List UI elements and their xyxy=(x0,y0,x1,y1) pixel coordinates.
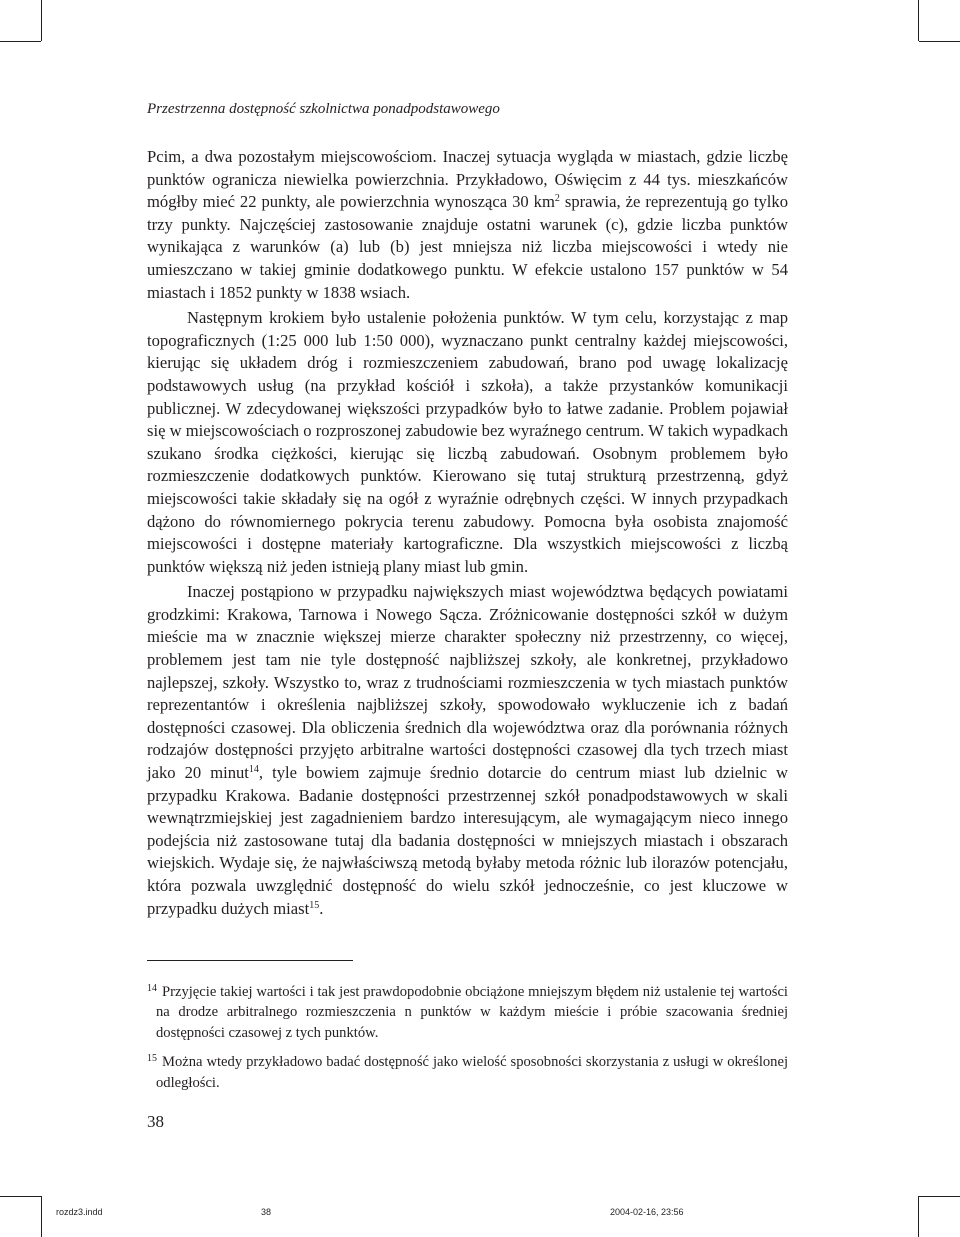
slug-timestamp: 2004-02-16, 23:56 xyxy=(610,1207,684,1217)
footnote-14 xyxy=(147,982,788,1043)
footnotes xyxy=(147,982,788,1102)
footnote-separator xyxy=(147,960,353,961)
crop-mark-bottom-left xyxy=(41,1196,42,1237)
footnote-text: Można wtedy przykładowo badać dostępność jako wielość sposobności skorzystania z usługi w określonej odległości. xyxy=(156,1054,788,1091)
crop-mark-bottom-right-h xyxy=(919,1196,960,1197)
superscript-km2: 2 xyxy=(554,193,560,205)
footnote-mark: 14 xyxy=(147,983,157,994)
footnote-15 xyxy=(147,1052,788,1093)
slug-file: rozdz3.indd xyxy=(56,1207,103,1217)
paragraph-1-text-b: sprawia, że reprezentują go tylko trzy punkty. Najczęściej zastosowanie znajduje ostatni warunek (c), gdzie liczba punktów wynikająca z warunków (a) lub (b) jest mniejsza niż liczba miejscowości i wtedy nie umieszczano w takiej gminie dodatkowego punktu. W efekcie ustalono 157 punktów w 54 miastach i 1852 punkty w 1838 wsiach. xyxy=(147,192,788,302)
slug-page: 38 xyxy=(261,1207,272,1217)
crop-mark-bottom-left-h xyxy=(0,1196,41,1197)
footnote-ref-15[interactable]: 15 xyxy=(309,899,320,911)
body-text xyxy=(147,146,788,920)
paragraph-3-text-c: . xyxy=(319,898,324,918)
footnote-text: Przyjęcie takiej wartości i tak jest prawdopodobnie obciążone mniejszym błędem niż ustalenie tej wartości na drodze arbitralnego rozmieszczenia n punktów w każdym mieście i próbie szacowania średniej dostępności czasowej z tych punktów. xyxy=(156,984,788,1041)
footnote-ref-14[interactable]: 14 xyxy=(248,764,259,776)
footnote-mark: 15 xyxy=(147,1053,157,1065)
crop-mark-bottom-right xyxy=(918,1196,919,1237)
running-head: Przestrzenna dostępność szkolnictwa ponadpodstawowego xyxy=(147,101,500,117)
paragraph-1 xyxy=(147,146,788,304)
crop-mark-top-left-h xyxy=(0,41,41,42)
paragraph-2: Następnym krokiem było ustalenie położenia punktów. W tym celu, korzystając z map topograficznych (1:25 000 lub 1:50 000), wyznaczano punkt centralny każdej miejscowości, kierując się układem dróg i rozmieszczeniem zabudowań, brano pod uwagę lokalizację podstawowych usług (na przykład kościół i szkoła), a także przystanków komunikacji publicznej. W zdecydowanej większości przypadków było to łatwe zadanie. Problem pojawiał się w miejscowościach o rozproszonej zabudowie bez wyraźnego centrum. W takich wypadkach szukano środka ciężkości, kierując się liczbą zabudowań. Osobnym problemem było rozmieszczenie dodatkowych punktów. Kierowano się tutaj strukturą przestrzenną, gdyż miejscowości takie składały się na ogół z wyraźnie odrębnych części. W innych przypadkach dążono do równomiernego pokrycia terenu zabudowy. Pomocna była osobista znajomość miejscowości i dostępne materiały kartograficzne. Dla wszystkich miejscowości z liczbą punktów większą niż jeden istnieją plany miast lub gmin. xyxy=(147,308,788,576)
paragraph-3-text-a: Inaczej postąpiono w przypadku największych miast województwa będących powiatami grodzkimi: Krakowa, Tarnowa i Nowego Sącza. Zróżnicowanie dostępności szkół w dużym mieście ma w znacznie większej mierze charakter społeczny niż przestrzenny, co więcej, problemem jest tam nie tyle dostępność najbliższej szkoły, ale konkretnej, przykładowo najlepszej, szkoły. Wszystko to, wraz z trudnościami rozmieszczenia w tych miastach punktów reprezentantów i określenia najbliższej szkoły, spowodowało wykluczenie ich z badań dostępności czasowej. Dla obliczenia średnich dla województwa oraz dla porównania różnych rodzajów dostępności przyjęto arbitralne wartości dostępności czasowej dla tych trzech miast jako 20 minut xyxy=(147,582,788,783)
paragraph-1-text-a: Pcim, a dwa pozostałym miejscowościom. Inaczej sytuacja wygląda w miastach, gdzie liczbę punktów ogranicza niewielka powierzchnia. Przykładowo, Oświęcim z 44 tys. mieszkańców mógłby mieć 22 punkty, ale powierzchnia wynosząca 30 km xyxy=(147,147,788,212)
page-number: 38 xyxy=(147,1112,164,1131)
crop-mark-top-left xyxy=(41,0,42,41)
crop-mark-top-right-h xyxy=(919,41,960,42)
paragraph-3-text-b: , tyle bowiem zajmuje średnio dotarcie do centrum miast lub dzielnic w przypadku Krakowa. Badanie dostępności przestrzennej szkół ponadpodstawowych w skali wewnątrzmiejskiej jest zagadnieniem bardzo interesującym, ale wymagającym nieco innego podejścia niż zastosowane tutaj dla badania dostępności w mniejszych miastach i obszarach wiejskich. Wydaje się, że najwłaściwszą metodą byłaby metoda różnic lub ilorazów potencjału, która pozwala uwzględnić dostępność do wielu szkół jednocześnie, co jest kluczowe w przypadku dużych miast xyxy=(147,763,788,918)
crop-mark-top-right xyxy=(918,0,919,41)
paragraph-3 xyxy=(147,581,788,920)
